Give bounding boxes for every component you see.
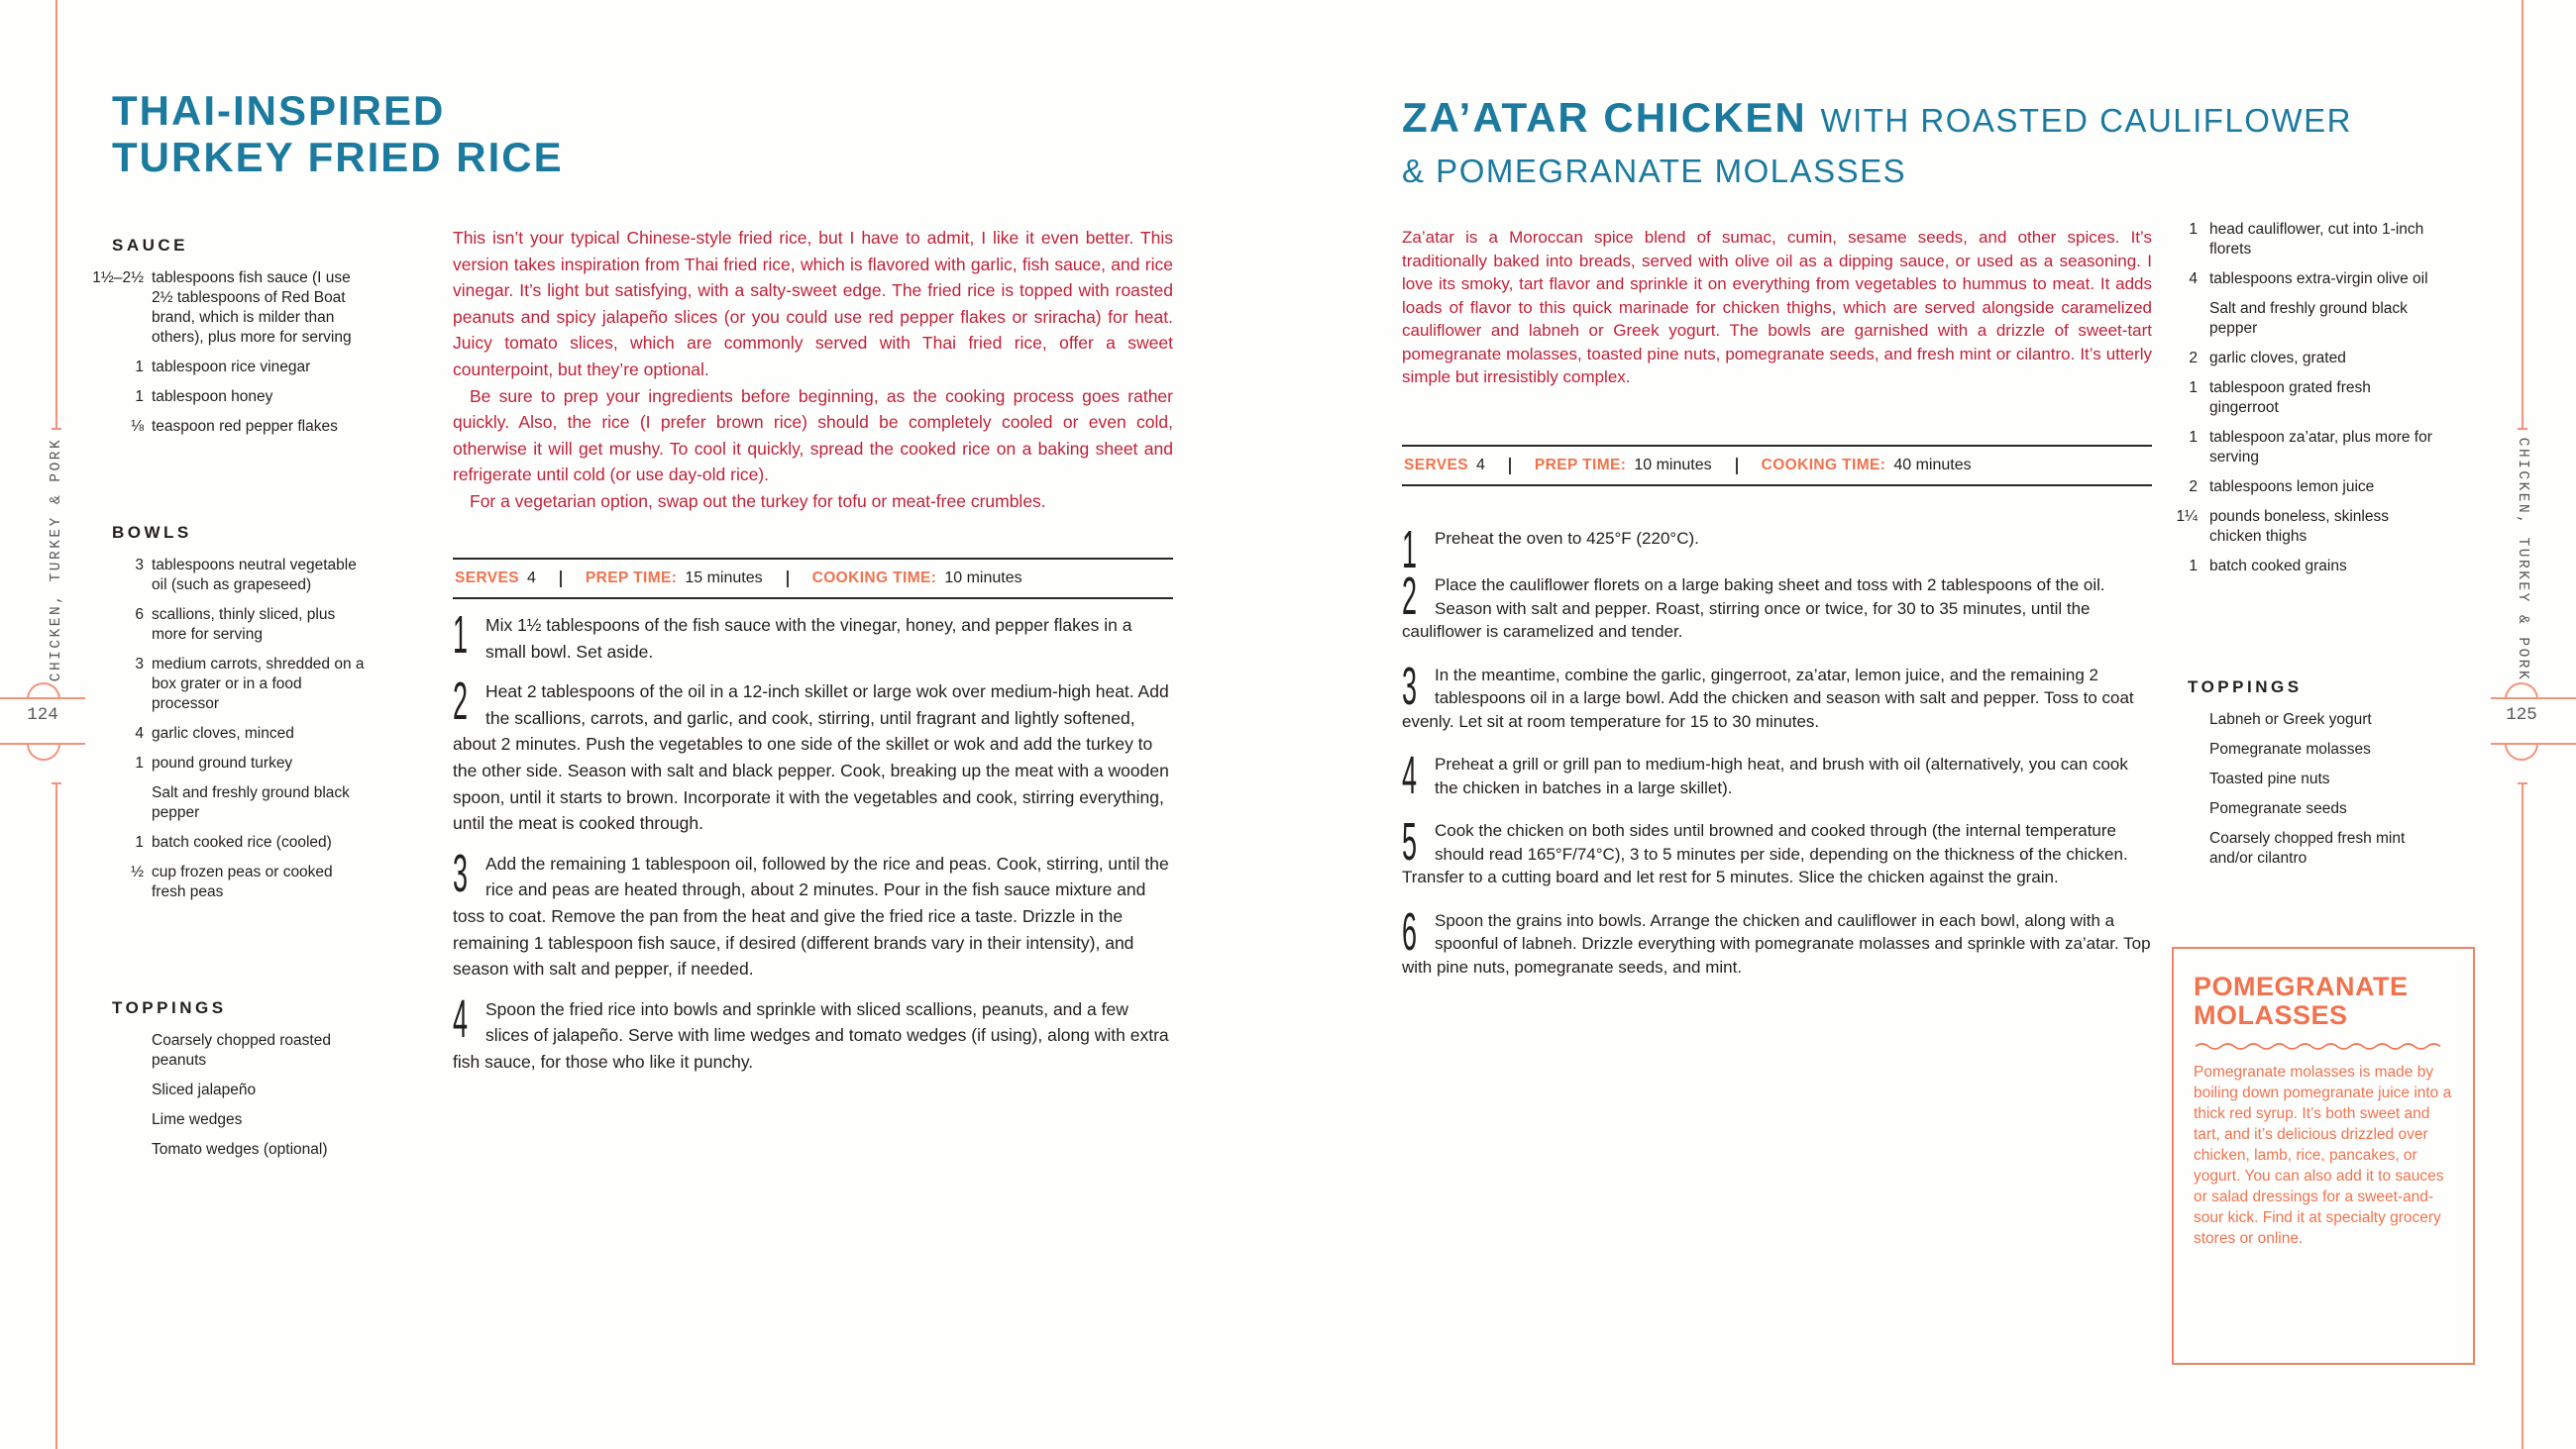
ingredient-row xyxy=(69,387,365,407)
step-text: Preheat the oven to 425°F (220°C). xyxy=(1435,529,1699,548)
topping-qty xyxy=(2158,770,2198,789)
recipe-step xyxy=(1402,520,2152,579)
step-text: In the meantime, combine the garlic, gingerroot, za’atar, lemon juice, and the remaining 2 tablespoons oil in a large bowl. Add the chicken and season with salt and pepper. Toss to coat evenly. Let sit at room temperature for 15 to 30 minutes. xyxy=(1402,665,2134,731)
right-edge-rule-top xyxy=(2522,0,2523,430)
recipe-intro-left xyxy=(453,225,1173,515)
ingredient-qty: 6 xyxy=(135,606,144,623)
cooking-time-label: COOKING TIME: xyxy=(811,569,937,586)
cooking-time-value: 10 minutes xyxy=(944,569,1022,586)
ingredient-text: pounds boneless, skinless chicken thighs xyxy=(2209,508,2389,545)
ingredient-qty: 3 xyxy=(135,656,144,673)
recipe-title-right-subtitle: WITH ROASTED CAULIFLOWER xyxy=(1820,102,2352,139)
topping-text: Labneh or Greek yogurt xyxy=(2209,711,2372,728)
topping-qty xyxy=(2158,829,2198,869)
prep-time-label: PREP TIME: xyxy=(1534,457,1627,473)
recipe-title-right-line2: & POMEGRANATE MOLASSES xyxy=(1402,153,1907,189)
ingredient-qty xyxy=(2158,299,2198,339)
step-list-left xyxy=(453,605,1173,1089)
ingredient-row xyxy=(69,863,365,902)
step-number: 4 xyxy=(453,988,469,1049)
step-number: 2 xyxy=(453,672,469,732)
step-number: 3 xyxy=(453,843,469,903)
step-number: 1 xyxy=(453,605,469,665)
step-text: Place the cauliflower florets on a large baking sheet and toss with 2 tablespoons of the oil. Season with salt and pepper. Roast, stirring once or twice, for 30 to 35 minutes, until the cauliflower is caramelized and tender. xyxy=(1402,575,2105,641)
left-edge-rule-bottom xyxy=(55,782,57,1449)
ingredient-qty: 1¼ xyxy=(2176,508,2198,525)
ingredient-text: garlic cloves, minced xyxy=(152,725,294,742)
ingredient-text: batch cooked grains xyxy=(2209,558,2347,574)
topping-qty xyxy=(69,1031,144,1071)
recipe-title-left-line2: TURKEY FRIED RICE xyxy=(112,134,564,180)
serves-value: 4 xyxy=(527,569,536,586)
ingredient-qty: 4 xyxy=(135,725,144,742)
ingredient-qty: 4 xyxy=(2189,270,2198,287)
ingredient-text: Salt and freshly ground black pepper xyxy=(2209,300,2408,337)
step-text: Heat 2 tablespoons of the oil in a 12-inch skillet or large wok over medium-high heat. Add the scallions, carrots, and garlic, and cook, stirring, until fragrant and lightly softened, about 2 minutes. Push the vegetables to one side of the skillet or wok and add the turkey to the other side. Season with salt and black pepper. Cook, breaking up the meat with a wooden spoon, until it starts to brown. Incorporate it with the vegetables and cook, stirring everything, until the meat is cooked through. xyxy=(453,681,1169,834)
ingredient-text: teaspoon red pepper flakes xyxy=(152,418,338,435)
topping-qty xyxy=(2158,799,2198,819)
recipe-title-right xyxy=(1402,94,2352,194)
step-text: Mix 1½ tablespoons of the fish sauce with the vinegar, honey, and pepper flakes in a small bowl. Set aside. xyxy=(485,615,1132,662)
recipe-title-right-bold: ZA’ATAR CHICKEN xyxy=(1402,94,1807,141)
step-number: 1 xyxy=(1402,520,1418,579)
topping-qty xyxy=(2158,740,2198,760)
step-text: Spoon the fried rice into bowls and sprinkle with sliced scallions, peanuts, and a few slices of jalapeño. Serve with lime wedges and tomato wedges (if using), along with extra fish sauce, for those who like it punchy. xyxy=(453,998,1169,1072)
meta-separator xyxy=(787,570,789,587)
topping-row xyxy=(2158,710,2443,730)
section-heading-sauce: SAUCE xyxy=(112,236,189,255)
ingredient-row xyxy=(2158,557,2443,576)
ingredient-row xyxy=(2158,428,2443,467)
recipe-title-left-line1: THAI-INSPIRED xyxy=(112,87,446,134)
ingredient-text: tablespoon za’atar, plus more for serving xyxy=(2209,429,2432,466)
ingredient-section-toppings-left xyxy=(69,998,365,1170)
step-number: 3 xyxy=(1402,656,1418,716)
topping-list-left xyxy=(69,1031,365,1160)
ingredient-text: pound ground turkey xyxy=(152,755,293,772)
topping-row xyxy=(2158,799,2443,819)
topping-row xyxy=(69,1140,365,1160)
recipe-step xyxy=(1402,812,2152,889)
step-list-right xyxy=(1402,520,2152,998)
topping-qty xyxy=(69,1140,144,1160)
ingredient-qty: 1 xyxy=(135,388,144,405)
ingredient-qty: 1 xyxy=(135,834,144,851)
prep-time-value: 15 minutes xyxy=(685,569,763,586)
ingredient-qty: 1 xyxy=(2189,221,2198,238)
right-edge-rule-bottom xyxy=(2522,782,2523,1449)
ingredient-section-toppings-right xyxy=(2158,677,2443,879)
ingredient-text: tablespoons lemon juice xyxy=(2209,478,2375,495)
cooking-time-value: 40 minutes xyxy=(1893,457,1972,473)
cooking-time-label: COOKING TIME: xyxy=(1761,457,1886,473)
topping-row xyxy=(2158,770,2443,789)
ingredient-text: medium carrots, shredded on a box grater or in a food processor xyxy=(152,656,365,712)
recipe-step xyxy=(453,605,1173,665)
ingredient-row xyxy=(69,655,365,714)
recipe-intro-right xyxy=(1402,226,2152,389)
meta-separator xyxy=(1509,458,1511,474)
right-chapter-label: CHICKEN, TURKEY & PORK xyxy=(2515,437,2530,682)
ingredient-row xyxy=(69,724,365,744)
ingredient-row xyxy=(2158,299,2443,339)
ingredient-section-sauce xyxy=(69,236,365,447)
intro-paragraph: Be sure to prep your ingredients before beginning, as the cooking process goes rather quickly. Also, the rice (I prefer brown rice) should be completely cooled or even cold, otherwise it will get mushy. To cool it quickly, spread the cooked rice on a baking sheet and refrigerate until cold (or use day-old rice). xyxy=(453,385,1173,485)
meta-separator xyxy=(560,570,562,587)
right-page-ornament-line-top xyxy=(2491,697,2576,699)
section-heading-toppings-right: TOPPINGS xyxy=(2188,677,2303,696)
ingredient-qty: 2 xyxy=(2189,478,2198,495)
ingredient-qty xyxy=(69,783,144,823)
ingredient-text: head cauliflower, cut into 1-inch florets xyxy=(2209,221,2424,258)
topping-row xyxy=(2158,740,2443,760)
left-page-ornament-arc-bottom xyxy=(27,744,60,761)
ingredient-qty: 3 xyxy=(135,557,144,573)
left-page-number: 124 xyxy=(27,705,58,725)
ingredient-row xyxy=(2158,378,2443,418)
ingredient-row xyxy=(2158,220,2443,259)
ingredient-qty: 1 xyxy=(2189,429,2198,446)
ingredient-text: tablespoon rice vinegar xyxy=(152,359,311,375)
ingredient-text: tablespoons neutral vegetable oil (such as grapeseed) xyxy=(152,557,357,593)
ingredient-row xyxy=(69,605,365,645)
topping-text: Sliced jalapeño xyxy=(152,1082,257,1098)
serves-value: 4 xyxy=(1476,457,1485,473)
serves-label: SERVES xyxy=(1404,457,1469,473)
ingredient-row xyxy=(69,783,365,823)
recipe-step xyxy=(453,988,1173,1076)
prep-time-label: PREP TIME: xyxy=(585,569,678,586)
ingredient-text: tablespoon honey xyxy=(152,388,273,405)
topping-row xyxy=(69,1081,365,1100)
recipe-title-left xyxy=(112,87,564,180)
recipe-step xyxy=(1402,901,2152,980)
recipe-meta-bar-right xyxy=(1402,445,2152,486)
intro-paragraph: Za’atar is a Moroccan spice blend of sumac, cumin, sesame seeds, and other spices. It’s traditionally baked into breads, served with olive oil as a dipping sauce, or used as a seasoning. I love its smoky, tart flavor and sprinkle it on everything from vegetables to hummus to meat. It adds loads of flavor to this quick marinade for chicken thighs, which are served alongside caramelized cauliflower and labneh or Greek yogurt. The bowls are garnished with a drizzle of sweet-tart pomegranate molasses, toasted pine nuts, pomegranate seeds, and fresh mint or cilantro. It’s utterly simple but irresistibly complex. xyxy=(1402,228,2152,386)
recipe-step xyxy=(1402,656,2152,734)
ingredient-qty: ½ xyxy=(131,864,144,880)
topping-text: Lime wedges xyxy=(152,1111,243,1128)
ingredient-row xyxy=(2158,349,2443,368)
topping-row xyxy=(2158,829,2443,869)
ingredient-qty: ⅛ xyxy=(131,418,144,435)
ingredient-row xyxy=(69,754,365,774)
intro-paragraph: This isn’t your typical Chinese-style fried rice, but I have to admit, I like it even better. This version takes inspiration from Thai fried rice, which is flavored with garlic, fish sauce, and rice vinegar. It’s light but satisfying, with a salty-sweet edge. The fried rice is topped with roasted peanuts and spicy jalapeño slices (or you could use red pepper flakes or sriracha) for heat. Juicy tomato slices, which are commonly served with Thai fried rice, offer a sweet counterpoint, but they’re optional. xyxy=(453,228,1173,379)
ingredient-row xyxy=(2158,477,2443,497)
topping-text: Pomegranate seeds xyxy=(2209,800,2347,817)
ingredient-text: batch cooked rice (cooled) xyxy=(152,834,332,851)
recipe-step xyxy=(1402,567,2152,644)
section-heading-toppings-left: TOPPINGS xyxy=(112,998,227,1017)
ingredient-qty: 1 xyxy=(135,359,144,375)
sidebar-box-text: Pomegranate molasses is made by boiling down pomegranate juice into a thick red syrup. It’s both sweet and tart, and it’s delicious drizzled over chicken, lamb, rice, pancakes, or yogurt. You can also add it to sauces or salad dressings for a sweet-and-sour kick. Find it at specialty grocery stores or online. xyxy=(2194,1064,2452,1247)
meta-separator xyxy=(1736,458,1738,474)
topping-row xyxy=(69,1110,365,1130)
ingredient-text: tablespoons extra-virgin olive oil xyxy=(2209,270,2428,287)
ingredient-qty: 2 xyxy=(2189,350,2198,366)
topping-qty xyxy=(69,1081,144,1100)
ingredient-list-right xyxy=(2158,220,2443,576)
step-number: 6 xyxy=(1402,901,1418,962)
ingredient-qty: 1 xyxy=(2189,379,2198,396)
ingredient-qty: 1 xyxy=(2189,558,2198,574)
topping-row xyxy=(69,1031,365,1071)
prep-time-value: 10 minutes xyxy=(1634,457,1712,473)
ingredient-row xyxy=(69,833,365,853)
recipe-meta-bar-left xyxy=(453,558,1173,599)
step-number: 4 xyxy=(1402,746,1418,805)
ingredient-list-bowls xyxy=(69,556,365,902)
topping-text: Coarsely chopped roasted peanuts xyxy=(152,1032,331,1069)
ingredient-row xyxy=(69,556,365,595)
step-text: Preheat a grill or grill pan to medium-high heat, and brush with oil (alternatively, you can cook the chicken in batches in a large skillet). xyxy=(1435,755,2128,797)
section-heading-bowls: BOWLS xyxy=(112,523,192,542)
ingredient-list-sauce xyxy=(69,268,365,437)
topping-text: Pomegranate molasses xyxy=(2209,741,2371,758)
ingredient-text: Salt and freshly ground black pepper xyxy=(152,784,350,821)
step-number: 2 xyxy=(1402,567,1418,626)
step-text: Spoon the grains into bowls. Arrange the chicken and cauliflower in each bowl, along with a spoonful of labneh. Drizzle everything with pomegranate molasses and sprinkle with za’atar. Top with pine nuts, pomegranate seeds, and mint. xyxy=(1402,910,2151,977)
ingredient-text: scallions, thinly sliced, plus more for serving xyxy=(152,606,336,643)
topping-text: Toasted pine nuts xyxy=(2209,771,2330,787)
sidebar-box-title: POMEGRANATE MOLASSES xyxy=(2194,972,2409,1030)
recipe-step xyxy=(1402,746,2152,805)
ingredient-row xyxy=(2158,507,2443,547)
ingredient-text: garlic cloves, grated xyxy=(2209,350,2346,366)
ingredient-row xyxy=(2158,269,2443,289)
ingredient-text: cup frozen peas or cooked fresh peas xyxy=(152,864,333,900)
step-text: Cook the chicken on both sides until browned and cooked through (the internal temperature should read 165°F/74°C), 3 to 5 minutes per side, depending on the thickness of the chicken. Transfer to a cutting board and let rest for 5 minutes. Slice the chicken against the grain. xyxy=(1402,821,2128,886)
left-chapter-label: CHICKEN, TURKEY & PORK xyxy=(49,437,64,682)
right-page-number: 125 xyxy=(2506,705,2537,725)
right-page-ornament-arc-bottom xyxy=(2505,744,2538,761)
left-edge-rule-top xyxy=(55,0,57,430)
wavy-divider xyxy=(2194,1040,2441,1050)
ingredient-text: tablespoon grated fresh gingerroot xyxy=(2209,379,2371,416)
sidebar-note-box xyxy=(2172,947,2475,1365)
ingredient-row xyxy=(69,268,365,348)
ingredient-qty: 1 xyxy=(135,755,144,772)
ingredient-qty: 1½–2½ xyxy=(92,269,144,286)
recipe-step xyxy=(453,672,1173,837)
step-text: Add the remaining 1 tablespoon oil, followed by the rice and peas. Cook, stirring, until the rice and peas are heated through, about 2 minutes. Pour in the fish sauce mixture and toss to coat. Remove the pan from the heat and give the fried rice a taste. Drizzle in the remaining 1 tablespoon fish sauce, if desired (different brands vary in their intensity), and season with salt and pepper, if needed. xyxy=(453,853,1169,980)
recipe-step xyxy=(453,843,1173,983)
ingredient-text: tablespoons fish sauce (I use 2½ tablespoons of Red Boat brand, which is milder than others), plus more for serving xyxy=(152,269,352,346)
step-number: 5 xyxy=(1402,812,1418,872)
ingredient-section-bowls xyxy=(69,523,365,912)
topping-qty xyxy=(69,1110,144,1130)
ingredient-section-right xyxy=(2158,220,2443,586)
topping-qty xyxy=(2158,710,2198,730)
topping-list-right xyxy=(2158,710,2443,869)
ingredient-row xyxy=(69,417,365,437)
topping-text: Tomato wedges (optional) xyxy=(152,1141,328,1158)
serves-label: SERVES xyxy=(455,569,520,586)
topping-text: Coarsely chopped fresh mint and/or cilantro xyxy=(2209,830,2406,867)
ingredient-row xyxy=(69,358,365,377)
intro-paragraph: For a vegetarian option, swap out the turkey for tofu or meat-free crumbles. xyxy=(470,490,1046,511)
